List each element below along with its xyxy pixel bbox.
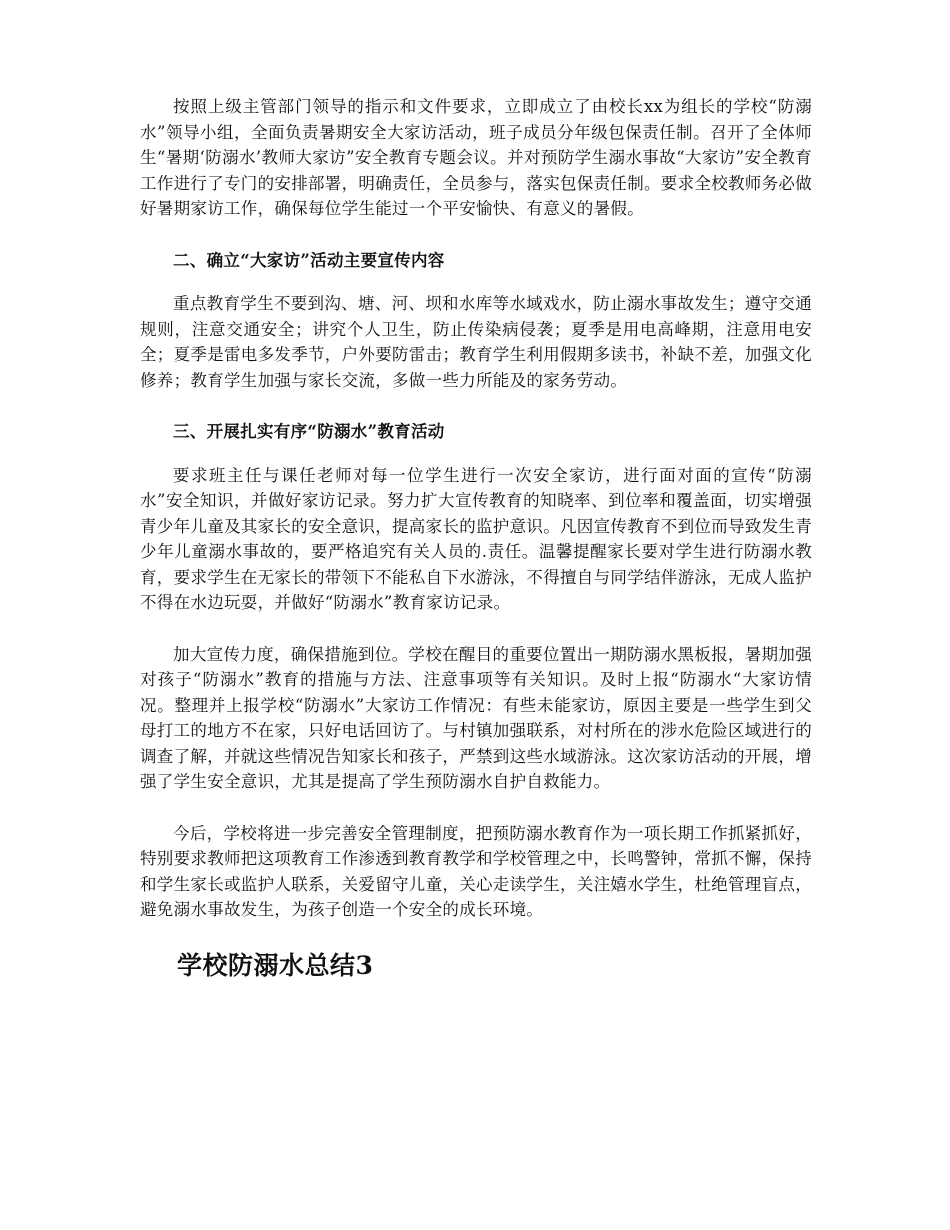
paragraph-safety-education: 重点教育学生不要到沟、塘、河、坝和水库等水域戏水，防止溺水事故发生；遵守交通规则，注意交通安全；讲究个人卫生，防止传染病侵袭；夏季是用电高峰期，注意用电安全；夏季是雷电多发季节，户外要防雷击；教育学生利用假期多读书，补缺不差，加强文化修养；教育学生加强与家长交流，多做一些力所能及的家务劳动。 bbox=[140, 294, 812, 390]
paragraph-leadership-group: 按照上级主管部门领导的指示和文件要求，立即成立了由校长xx为组长的学校“防溺水”领导小组，全面负责暑期安全大家访活动，班子成员分年级包保责任制。召开了全体师生“暑期‘防溺水’教师大家访”安全教育专题会议。并对预防学生溺水事故“大家访”安全教育工作进行了专门的安排部署，明确责任，全员参与，落实包保责任制。要求全校教师务必做好暑期家访工作，确保每位学生能过一个平安愉快、有意义的暑假。 bbox=[140, 97, 812, 218]
paragraph-home-visits: 要求班主任与课任老师对每一位学生进行一次安全家访，进行面对面的宣传“防溺水”安全知识，并做好家访记录。努力扩大宣传教育的知晓率、到位率和覆盖面，切实增强青少年儿童及其家长的安全意识，提高家长的监护意识。凡因宣传教育不到位而导致发生青少年儿童溺水事故的，要严格追究有关人员的.责任。温馨提醒家长要对学生进行防溺水教育，要求学生在无家长的带领下不能私自下水游泳，不得擅自与同学结伴游泳，无成人监护不得在水边玩耍，并做好“防溺水”教育家访记录。 bbox=[140, 465, 812, 612]
paragraph-publicity-measures: 加大宣传力度，确保措施到位。学校在醒目的重要位置出一期防溺水黑板报，暑期加强对孩子“防溺水”教育的措施与方法、注意事项等有关知识。及时上报“防溺水“大家访情况。整理并上报学校“防溺水”大家访工作情况：有些未能家访，原因主要是一些学生到父母打工的地方不在家，只好电话回访了。与村镇加强联系，对村所在的涉水危险区域进行的调查了解，并就这些情况告知家长和孩子，严禁到这些水域游泳。这次家访活动的开展，增强了学生安全意识，尤其是提高了学生预防溺水自护自救能力。 bbox=[140, 644, 812, 791]
paragraph-future-plans: 今后，学校将进一步完善安全管理制度，把预防溺水教育作为一项长期工作抓紧抓好，特别要求教师把这项教育工作渗透到教育教学和学校管理之中，长鸣警钟，常抓不懈，保持和学生家长或监护人联系，关爱留守儿童，关心走读学生，关注嬉水学生，杜绝管理盲点，避免溺水事故发生，为孩子创造一个安全的成长环境。 bbox=[140, 823, 812, 919]
document-page bbox=[140, 94, 812, 983]
heading-education-activities: 三、开展扎实有序“防溺水”教育活动 bbox=[173, 422, 445, 441]
heading-publicity-content: 二、确立“大家访”活动主要宣传内容 bbox=[173, 250, 445, 270]
section-title: 学校防溺水总结3 bbox=[177, 950, 374, 980]
